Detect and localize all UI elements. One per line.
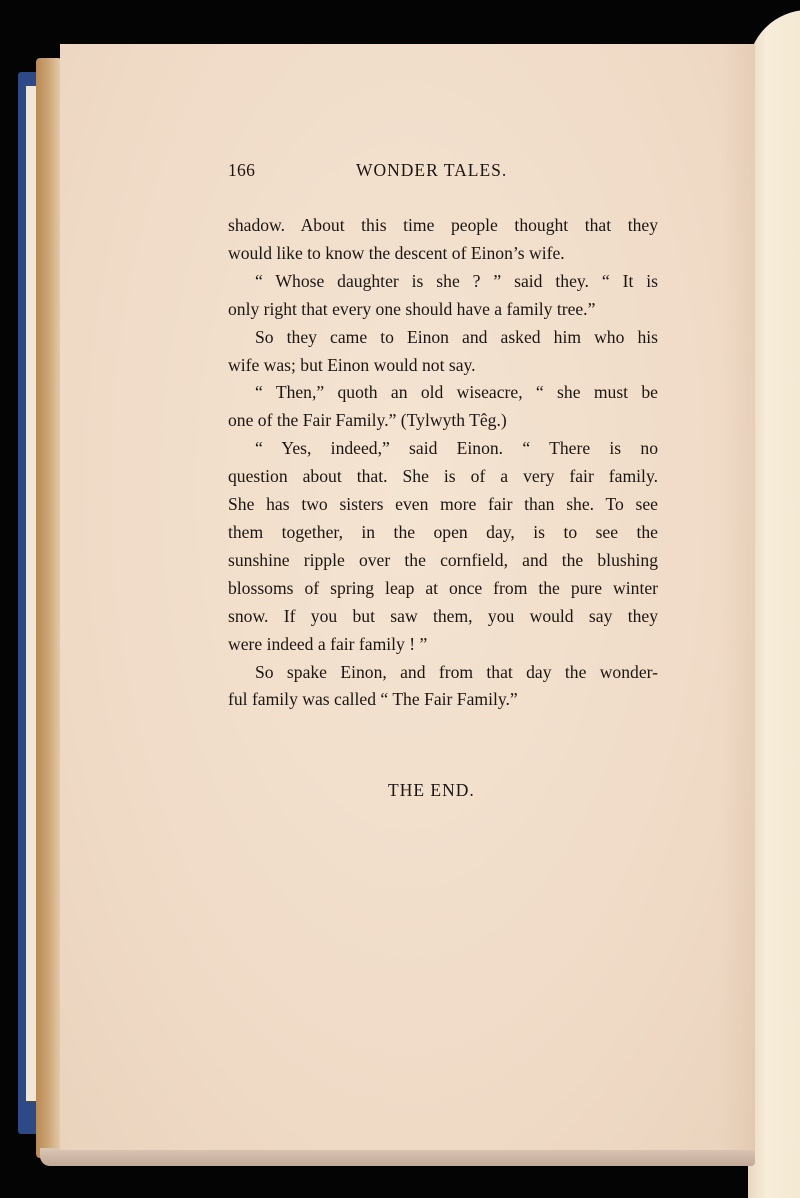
text-line: wife was; but Einon would not say. — [228, 354, 476, 375]
text-line: “ Then,” quoth an old wiseacre, “ she must be — [255, 382, 658, 403]
text-line: were indeed a fair family ! ” — [228, 633, 428, 654]
body-text — [228, 212, 658, 714]
text-line: “ Whose daughter is she ? ” said they. “ It is — [255, 270, 658, 291]
text-line: only right that every one should have a family tree.” — [228, 298, 596, 319]
page-number: 166 — [228, 160, 256, 180]
page-stack-edge — [36, 58, 62, 1158]
facing-page-right — [748, 10, 800, 1198]
text-line: snow. If you but saw them, you would say they — [228, 605, 658, 626]
running-head — [228, 160, 658, 190]
text-line: “ Yes, indeed,” said Einon. “ There is no — [255, 438, 658, 459]
text-line: them together, in the open day, is to see the — [228, 521, 658, 542]
running-title: WONDER TALES. — [356, 160, 508, 180]
text-line: one of the Fair Family.” (Tylwyth Têg.) — [228, 410, 507, 431]
page-stack-bottom — [40, 1148, 755, 1166]
text-line: She has two sisters even more fair than she. To see — [228, 494, 658, 515]
text-line: would like to know the descent of Einon’s wife. — [228, 242, 565, 263]
text-line: sunshine ripple over the cornfield, and the blushing — [228, 549, 658, 570]
text-line: shadow. About this time people thought that they — [228, 215, 658, 235]
text-line: blossoms of spring leap at once from the pure winter — [228, 577, 658, 598]
page-text-block — [228, 160, 658, 714]
text-line: So they came to Einon and asked him who his — [255, 326, 658, 347]
text-line: So spake Einon, and from that day the wonder- — [255, 661, 658, 682]
gutter-shadow — [720, 44, 755, 1150]
text-line: ful family was called “ The Fair Family.” — [228, 689, 518, 710]
the-end-label: THE END. — [388, 780, 475, 800]
text-line: question about that. She is of a very fair family. — [228, 466, 658, 487]
